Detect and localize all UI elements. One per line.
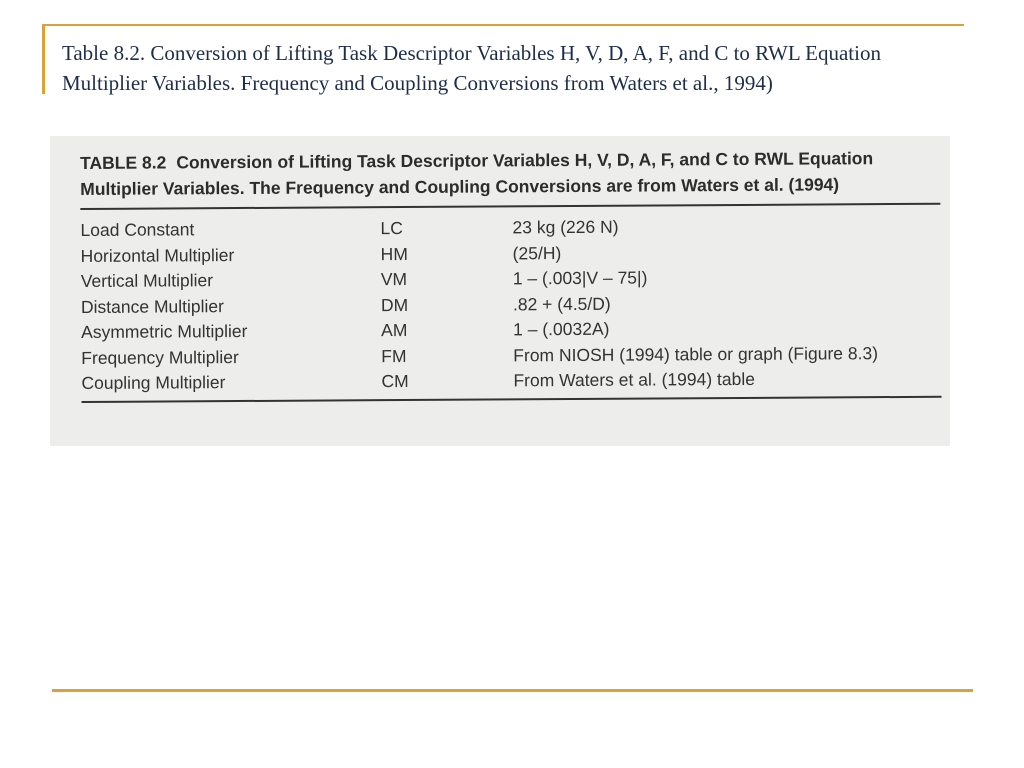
row-abbr: HM	[380, 243, 408, 264]
row-value: .82 + (4.5/D)	[512, 293, 611, 314]
row-abbr: DM	[380, 294, 409, 315]
row-abbr: FM	[381, 345, 407, 366]
row-name: Vertical Multiplier	[80, 270, 214, 291]
row-name: Load Constant	[80, 219, 195, 240]
row-value: From NIOSH (1994) table or graph (Figure 8.3)	[513, 342, 879, 365]
scanned-table-content	[80, 145, 942, 403]
scanned-table-image	[50, 136, 950, 446]
row-abbr: LC	[380, 218, 403, 239]
table-caption-text: Conversion of Lifting Task Descriptor Variables H, V, D, A, F, and C to RWL Equation Multiplier Variables. The Frequency and Coupling Conversions are from Waters et al. (1994)	[80, 148, 874, 199]
row-name: Horizontal Multiplier	[80, 244, 235, 266]
row-abbr: VM	[380, 269, 408, 290]
row-value: 23 kg (226 N)	[512, 216, 619, 238]
table-top-rule	[80, 203, 940, 210]
accent-top-line	[42, 24, 964, 26]
row-value: 1 – (.003|V – 75|)	[512, 267, 648, 289]
table-bottom-rule	[82, 395, 942, 402]
table-caption	[80, 145, 940, 202]
row-abbr: AM	[381, 320, 408, 341]
row-value: (25/H)	[512, 242, 562, 263]
row-value: From Waters et al. (1994) table	[513, 368, 756, 391]
accent-vertical-line	[42, 26, 45, 94]
multiplier-table	[80, 213, 941, 397]
row-name: Frequency Multiplier	[81, 346, 239, 368]
table-row	[81, 340, 941, 371]
table-row	[81, 366, 941, 397]
row-name: Distance Multiplier	[80, 295, 224, 317]
slide-title: Table 8.2. Conversion of Lifting Task Descriptor Variables H, V, D, A, F, and C to RWL Equation Multiplier Variables. Frequency and Coupling Conversions from Waters et al., 1994)	[62, 41, 881, 95]
row-name: Asymmetric Multiplier	[81, 320, 248, 342]
row-value: 1 – (.0032A)	[513, 318, 610, 340]
table-caption-lead: TABLE 8.2	[80, 152, 167, 173]
row-abbr: CM	[381, 370, 409, 392]
accent-bottom-line	[52, 689, 973, 692]
row-name: Coupling Multiplier	[81, 372, 226, 393]
